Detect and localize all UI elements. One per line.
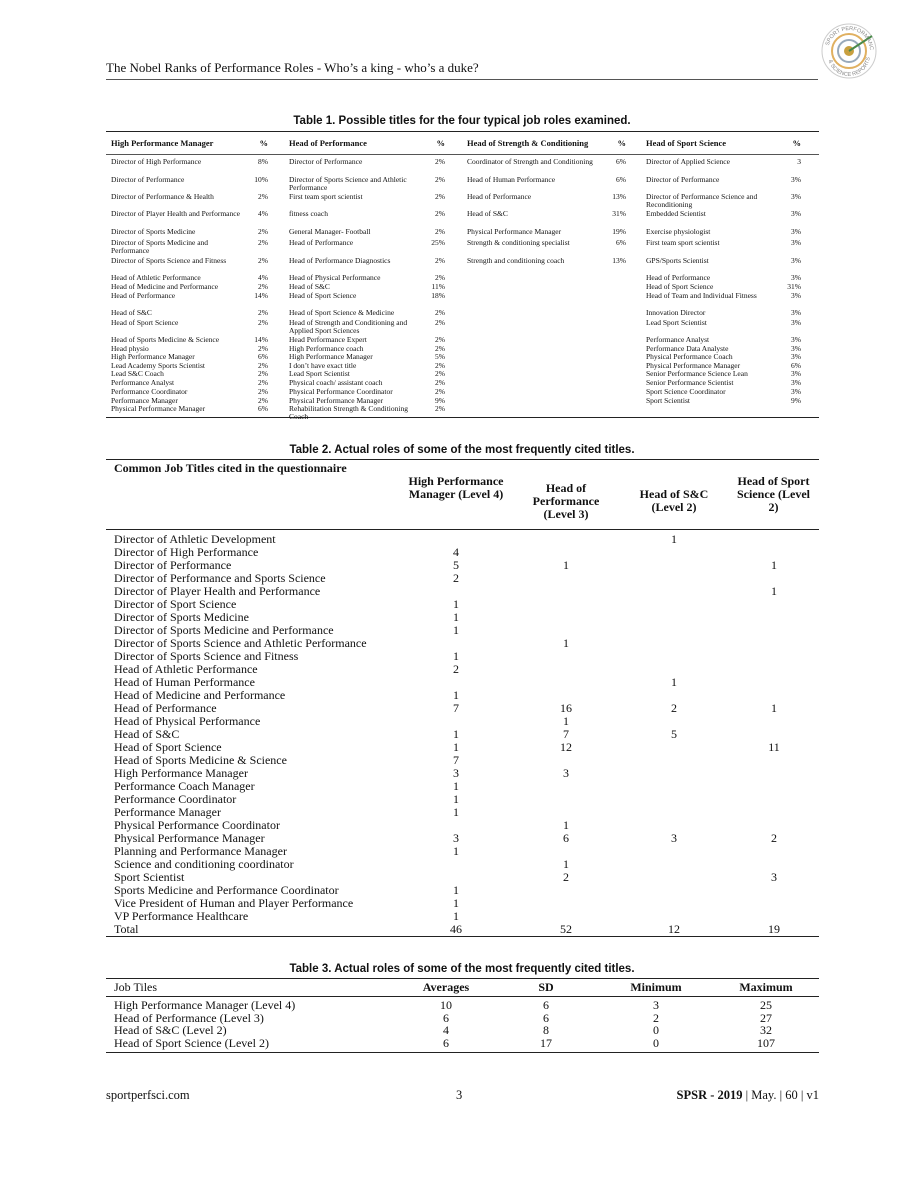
table2-title-cell: Head of Sports Medicine & Science (114, 753, 287, 767)
table1-cell: 2% (435, 378, 445, 387)
table2-count-cell: 1 (453, 649, 459, 663)
table1-cell: First team sport scientist (646, 238, 720, 247)
table2-title-cell: Director of High Performance (114, 545, 259, 559)
table2-count-cell: 7 (453, 701, 459, 715)
table1-cell: Physical Performance Coach (646, 352, 733, 361)
table3-value-cell: 6 (443, 1010, 449, 1025)
table1-cell: Director of High Performance (111, 157, 202, 166)
table3-value-cell: 4 (443, 1023, 449, 1037)
table1-cell: 3% (791, 378, 801, 387)
table1-cell: Head of Athletic Performance (111, 273, 201, 282)
table1-cell: 2% (258, 387, 268, 396)
table1-cell: 2% (435, 369, 445, 378)
table1-cell: 2% (258, 369, 268, 378)
table3-head-maximum: Maximum (739, 980, 793, 994)
table1-cell: 2% (258, 308, 268, 317)
table1-cell: 6% (616, 238, 626, 247)
table2-count-cell: 3 (771, 870, 777, 884)
table1-cell: Performance Data Analyste (646, 344, 729, 353)
table1-cell: 2% (258, 282, 268, 291)
table1-cell: Lead Sport Scientist (289, 369, 350, 378)
table2-title-cell: Director of Sports Science and Fitness (114, 649, 299, 663)
table1-cell: 31% (612, 209, 626, 218)
table1-cell: Sport Scientist (646, 396, 690, 405)
table1-cell: 2% (435, 387, 445, 396)
logo-text-top: SPORT PERFORMANC (824, 25, 875, 51)
table1-header-cell: Head of Strength & Conditioning (467, 137, 589, 148)
table3-head-sd: SD (538, 980, 554, 994)
table1-cell: Head of Physical Performance (289, 273, 381, 282)
table2-title-cell: Director of Athletic Development (114, 532, 276, 546)
table1-cell: 2% (258, 396, 268, 405)
table2-title-cell: Director of Sports Medicine and Performance (114, 623, 334, 637)
table1-cell: 3% (791, 273, 801, 282)
table1-cell: 2% (258, 227, 268, 236)
table1-cell: Director of Performance (111, 175, 185, 184)
table1-cell: Head of Sport Science (646, 282, 714, 291)
table2-col-hop: Head of Performance (Level 3) (532, 481, 600, 521)
footer-journal-info (677, 1088, 819, 1103)
table2-count-cell: 5 (453, 558, 459, 572)
table2-title-cell: Head of Medicine and Performance (114, 688, 286, 702)
table1-cell: Rehabilitation Strength & Conditioning Coach (289, 404, 408, 421)
table2-count-cell: 1 (771, 701, 777, 715)
table1-header-cell: Head of Performance (289, 137, 367, 148)
table1-cell: Coordinator of Strength and Conditioning (467, 157, 593, 166)
table1-cell: 2% (258, 238, 268, 247)
running-title: The Nobel Ranks of Performance Roles - Who’s a king - who’s a duke? (106, 60, 818, 80)
table2-title-cell: VP Performance Healthcare (114, 909, 249, 923)
logo-text-bottom: & SCIENCE REPORTS (826, 56, 872, 79)
table1-cell: 4% (258, 273, 268, 282)
table1-cell: 3% (791, 209, 801, 218)
table1-cell: Physical Performance Manager (289, 396, 384, 405)
table2-title-cell: Performance Manager (114, 805, 221, 819)
table1-cell: 3% (791, 387, 801, 396)
table2-count-cell: 1 (453, 610, 459, 624)
table2-title-cell: Director of Performance (114, 558, 232, 572)
table1-cell: Director of Performance (646, 175, 720, 184)
table3-value-cell: 6 (543, 1010, 549, 1025)
table2-title-cell: Science and conditioning coordinator (114, 857, 294, 871)
table2-title-cell: Head of Human Performance (114, 675, 255, 689)
table1-cell: 14% (254, 291, 268, 300)
table1 (106, 131, 819, 421)
table1-cell: Head of S&C (111, 308, 152, 317)
table2-count-cell: 1 (671, 675, 677, 689)
table1-cell: 3% (791, 369, 801, 378)
table1-cell: Senior Performance Scientist (646, 378, 734, 387)
table1-cell: Head of S&C (289, 282, 330, 291)
table1-cell: 4% (258, 209, 268, 218)
table1-cell: 2% (435, 192, 445, 201)
table1-cell: Head of Team and Individual Fitness (646, 291, 757, 300)
table1-cell: First team sport scientist (289, 192, 363, 201)
table1-cell: 6% (258, 404, 268, 413)
table1-cell: 11% (431, 282, 445, 291)
table1-cell: Performance Analyst (646, 335, 710, 344)
table1-cell: 5% (435, 352, 445, 361)
table2-row (106, 858, 819, 871)
table1-cell: Strength and conditioning coach (467, 256, 565, 265)
table2-title-cell: Physical Performance Manager (114, 831, 265, 845)
table2-count-cell: 12 (668, 922, 680, 936)
table1-body (106, 155, 819, 421)
table1-cell: 2% (435, 404, 445, 413)
table2-count-cell: 16 (560, 701, 572, 715)
table3-value-cell: 10 (440, 998, 452, 1012)
table2-count-cell: 1 (563, 857, 569, 871)
table3-value-cell: 32 (760, 1023, 772, 1037)
table2-count-cell: 4 (453, 545, 459, 559)
table2-count-cell: 1 (453, 623, 459, 637)
table1-cell: 3% (791, 352, 801, 361)
table1-cell: 10% (254, 175, 268, 184)
table1-cell: Physical Performance Coordinator (289, 387, 393, 396)
table2-count-cell: 7 (563, 727, 569, 741)
footer-page-number: 3 (456, 1088, 463, 1102)
table1-cell: Head Performance Expert (289, 335, 367, 344)
footer-issue: | May. | 60 | v1 (745, 1088, 819, 1102)
table1-cell: High Performance Manager (289, 352, 373, 361)
table1-cell: Director of Sports Medicine (111, 227, 196, 236)
table1-header-cell: % (259, 137, 268, 148)
table2-title-cell: Performance Coach Manager (114, 779, 255, 793)
table1-cell: 2% (435, 273, 445, 282)
table1-cell: 2% (435, 157, 445, 166)
table2-title-cell: Head of Sport Science (114, 740, 222, 754)
table2-count-cell: 1 (563, 558, 569, 572)
table2-col-hsc: Head of S&C (Level 2) (639, 487, 709, 514)
table1-cell: 9% (791, 396, 801, 405)
table1-cell: Head of Performance (111, 291, 176, 300)
table1-cell: High Performance coach (289, 344, 364, 353)
table3-value-cell: 107 (757, 1035, 775, 1050)
table1-cell: Head of Medicine and Performance (111, 282, 219, 291)
table2-title-cell: Director of Sports Medicine (114, 610, 249, 624)
table1-cell: Head of Sports Medicine & Science (111, 335, 220, 344)
table1-cell: Director of Sports Science and Athletic Performance (289, 175, 407, 192)
table1-cell: Senior Performance Science Lean (646, 369, 748, 378)
table1-header-cell: Head of Sport Science (646, 137, 727, 148)
table3-header-rule (106, 996, 819, 997)
table2-count-cell: 3 (671, 831, 677, 845)
table3-value-cell: 6 (543, 998, 549, 1012)
table2-bottom-rule (106, 936, 819, 937)
table1-cell: High Performance Manager (111, 352, 195, 361)
table1-cell: 8% (258, 157, 268, 166)
table1-cell: Head of Performance (646, 273, 711, 282)
table1-cell: Lead S&C Coach (111, 369, 164, 378)
table1-cell: Head of S&C (467, 209, 508, 218)
table1-cell: 2% (258, 192, 268, 201)
table2-total-row (106, 923, 819, 936)
table1-cell: 2% (435, 318, 445, 327)
table3-value-cell: 3 (653, 998, 659, 1012)
table1-cell: 3 (797, 157, 801, 166)
table1-cell: I don’t have exact title (289, 361, 357, 370)
table1-cell: Director of Sports Medicine and Performance (111, 238, 209, 255)
table1-cell: Lead Academy Sports Scientist (111, 361, 205, 370)
table1-cell: Head of Performance (467, 192, 532, 201)
table2-title-cell: Director of Performance and Sports Science (114, 571, 326, 585)
table1-cell: 13% (612, 192, 626, 201)
table2-title-cell: Total (114, 922, 139, 936)
table1-cell: Head of Sport Science & Medicine (289, 308, 395, 317)
table1-cell: Head of Sport Science (111, 318, 179, 327)
table2-title-cell: Vice President of Human and Player Performance (114, 896, 354, 910)
table1-cell: 2% (435, 256, 445, 265)
table3-value-cell: 27 (760, 1010, 772, 1025)
table2-count-cell: 7 (453, 753, 459, 767)
table2-count-cell: 52 (560, 922, 572, 936)
table2-title-cell: Sports Medicine and Performance Coordinator (114, 883, 339, 897)
table1-cell: 6% (791, 361, 801, 370)
table2-count-cell: 1 (771, 558, 777, 572)
table2-count-cell: 1 (453, 805, 459, 819)
table1-cell: 2% (435, 361, 445, 370)
table3-head-minimum: Minimum (630, 980, 682, 994)
table1-cell: 3% (791, 344, 801, 353)
table1-cell: 6% (616, 175, 626, 184)
footer-journal: SPSR - 2019 (676, 1088, 743, 1102)
table3-title-cell: Head of Sport Science (Level 2) (114, 1035, 269, 1050)
table2-count-cell: 11 (768, 740, 780, 754)
table2-title-cell: Head of Performance (114, 701, 217, 715)
table1-cell: 6% (258, 352, 268, 361)
table1-cell: Director of Performance Science and Reconditioning (646, 192, 758, 209)
table2-count-cell: 2 (671, 701, 677, 715)
table1-cell: 3% (791, 227, 801, 236)
table1-cell: 3% (791, 238, 801, 247)
table1-cell: Embedded Scientist (646, 209, 706, 218)
table1-header-cell: % (617, 137, 626, 148)
table1-cell: 18% (431, 291, 445, 300)
table3-title-cell: Head of S&C (Level 2) (114, 1023, 227, 1037)
table1-cell: Head physio (111, 344, 149, 353)
table2-title-cell: Planning and Performance Manager (114, 844, 287, 858)
table1-cell: GPS/Sports Scientist (646, 256, 709, 265)
table1-cell: Lead Sport Scientist (646, 318, 707, 327)
table2-count-cell: 1 (453, 883, 459, 897)
table2-title-header: Common Job Titles cited in the questionnaire (114, 461, 347, 475)
table1-cell: 2% (435, 335, 445, 344)
journal-logo (820, 22, 878, 80)
table3-caption: Table 3. Actual roles of some of the most frequently cited titles. (289, 963, 635, 975)
table1-cell: 2% (258, 344, 268, 353)
table2-title-cell: High Performance Manager (114, 766, 248, 780)
table1-cell: 3% (791, 175, 801, 184)
table1-cell: Strength & conditioning specialist (467, 238, 570, 247)
table1-cell: 2% (435, 227, 445, 236)
table2-count-cell: 2 (453, 571, 459, 585)
table1-cell: Physical Performance Manager (111, 404, 206, 413)
table1-header (106, 131, 819, 155)
table2-top-rule (106, 459, 819, 460)
table2-title-cell: Director of Player Health and Performance (114, 584, 321, 598)
table2-count-cell: 46 (450, 922, 462, 936)
table3-head-averages: Averages (422, 980, 470, 994)
table1-cell: General Manager- Football (289, 227, 371, 236)
table1-cell: 3% (791, 256, 801, 265)
table2-count-cell: 6 (563, 831, 569, 845)
table1-cell: Performance Coordinator (111, 387, 188, 396)
table3-value-cell: 0 (653, 1035, 659, 1050)
table2-count-cell: 2 (563, 870, 569, 884)
table1-cell: 19% (612, 227, 626, 236)
table1-cell: 2% (435, 209, 445, 218)
table2-count-cell: 19 (768, 922, 780, 936)
table1-cell: 3% (791, 308, 801, 317)
table2-title-cell: Director of Sports Science and Athletic Performance (114, 636, 367, 650)
table2-title-cell: Head of Athletic Performance (114, 662, 258, 676)
table1-cell: 2% (435, 344, 445, 353)
table1-cell: Head of Human Performance (467, 175, 556, 184)
table2-count-cell: 3 (453, 766, 459, 780)
table2-count-cell: 1 (453, 727, 459, 741)
table1-cell: 6% (616, 157, 626, 166)
table2-title-cell: Director of Sport Science (114, 597, 237, 611)
table3-value-cell: 17 (540, 1035, 552, 1050)
table1-cell: 2% (258, 378, 268, 387)
table1-cell: Head of Performance (289, 238, 354, 247)
table1-cell: 13% (612, 256, 626, 265)
table2-title-cell: Head of S&C (114, 727, 180, 741)
table2-count-cell: 3 (563, 766, 569, 780)
table2-col-hpm: High Performance Manager (Level 4) (408, 474, 504, 501)
table1-cell: Exercise physiologist (646, 227, 711, 236)
table2-title-cell: Head of Physical Performance (114, 714, 261, 728)
table1-cell: Director of Sports Science and Fitness (111, 256, 227, 265)
table2-count-cell: 1 (563, 714, 569, 728)
table2-count-cell: 1 (563, 636, 569, 650)
table1-cell: 2% (435, 308, 445, 317)
table3-bottom-rule (106, 1052, 819, 1053)
table1-cell: 31% (787, 282, 801, 291)
table1-cell: fitness coach (289, 209, 328, 218)
table2-count-cell: 12 (560, 740, 572, 754)
table1-cell: 2% (258, 256, 268, 265)
table1-cell: Director of Performance & Health (111, 192, 214, 201)
table1-cell: Director of Player Health and Performance (111, 209, 240, 218)
table3-value-cell: 8 (543, 1023, 549, 1037)
table3-head-jobtitles: Job Tiles (114, 980, 158, 994)
table2-title-cell: Physical Performance Coordinator (114, 818, 280, 832)
table3-top-rule (106, 978, 819, 979)
table2-count-cell: 1 (453, 844, 459, 858)
table2-title-cell: Sport Scientist (114, 870, 185, 884)
table1-cell: Physical coach/ assistant coach (289, 378, 383, 387)
table3-row (106, 1037, 819, 1050)
table2-count-cell: 1 (453, 792, 459, 806)
table2-title-cell: Performance Coordinator (114, 792, 237, 806)
table3-value-cell: 2 (653, 1010, 659, 1025)
table1-cell: Head of Strength and Conditioning and Applied Sport Sciences (289, 318, 408, 335)
table1-cell: 9% (435, 396, 445, 405)
table2-count-cell: 1 (771, 584, 777, 598)
table2-count-cell: 5 (671, 727, 677, 741)
table1-cell: 3% (791, 335, 801, 344)
table2-count-cell: 1 (671, 532, 677, 546)
table2-caption: Table 2. Actual roles of some of the most frequently cited titles. (289, 444, 635, 456)
table1-cell: Sport Science Coordinator (646, 387, 726, 396)
table1-cell: Head of Performance Diagnostics (289, 256, 391, 265)
table3-value-cell: 25 (760, 998, 772, 1012)
table1-cell: Director of Applied Science (646, 157, 730, 166)
table2-count-cell: 3 (453, 831, 459, 845)
table1-cell: 3% (791, 192, 801, 201)
table3-title-cell: Head of Performance (Level 3) (114, 1010, 264, 1025)
table1-cell: 14% (254, 335, 268, 344)
table2-count-cell: 1 (453, 909, 459, 923)
table1-cell: Innovation Director (646, 308, 706, 317)
table1-caption: Table 1. Possible titles for the four typical job roles examined. (293, 115, 631, 127)
table1-header-cell: % (792, 137, 801, 148)
table1-cell: 2% (258, 318, 268, 327)
table1-cell: 2% (435, 175, 445, 184)
table1-cell: Head of Sport Science (289, 291, 357, 300)
table1-cell: Performance Analyst (111, 378, 175, 387)
table3-title-cell: High Performance Manager (Level 4) (114, 998, 296, 1012)
table1-cell: Physical Performance Manager (646, 361, 741, 370)
table1-cell: 3% (791, 291, 801, 300)
table2-row (106, 910, 819, 923)
table2-count-cell: 1 (453, 688, 459, 702)
table2-row (106, 715, 819, 728)
table1-cell: 25% (431, 238, 445, 247)
table2-col-hss: Head of Sport Science (Level 2) (737, 474, 810, 514)
table1-cell: 3% (791, 318, 801, 327)
table3-value-cell: 0 (653, 1023, 659, 1037)
table1-cell: Director of Performance (289, 157, 363, 166)
table2-count-cell: 2 (771, 831, 777, 845)
table1-cell: 2% (258, 361, 268, 370)
table1-header-cell: High Performance Manager (111, 137, 214, 148)
table1-cell: Performance Manager (111, 396, 178, 405)
table2-count-cell: 1 (453, 740, 459, 754)
footer-website: sportperfsci.com (106, 1088, 190, 1102)
table1-header-cell: % (436, 137, 445, 148)
table2-count-cell: 1 (453, 779, 459, 793)
table3-value-cell: 6 (443, 1035, 449, 1050)
table2-header-rule (106, 529, 819, 530)
table2-count-cell: 1 (453, 896, 459, 910)
table2-count-cell: 2 (453, 662, 459, 676)
table2-count-cell: 1 (563, 818, 569, 832)
table1-cell: Physical Performance Manager (467, 227, 562, 236)
table2-count-cell: 1 (453, 597, 459, 611)
